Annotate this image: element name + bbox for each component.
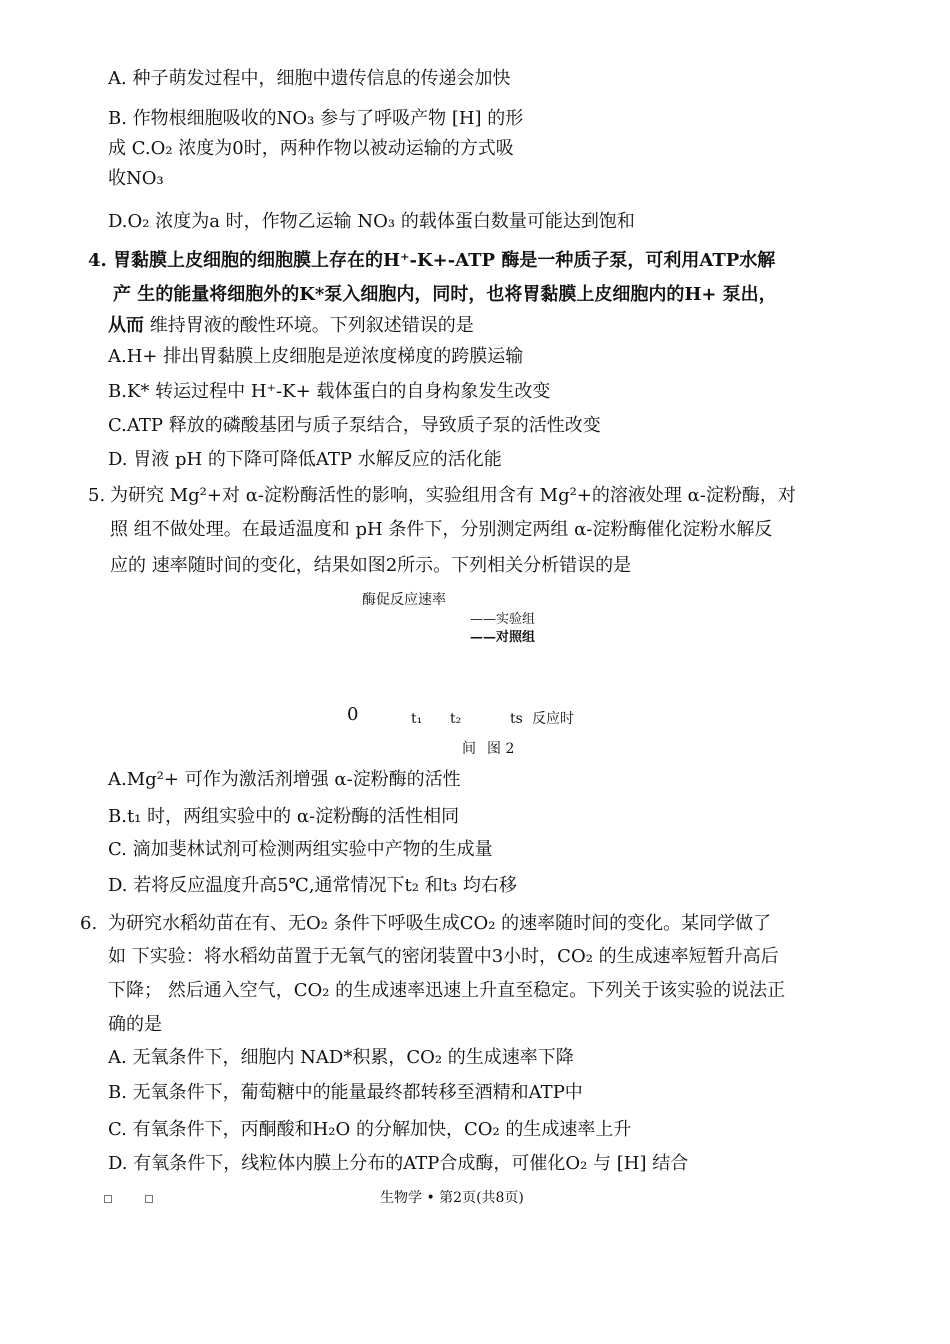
q5-option-d: D. 若将反应温度升高5℃,通常情况下t₂ 和t₃ 均右移 [108,875,517,896]
q4-stem-line3-bold: 从而 [108,315,144,336]
q4-stem-line2: 产 生的能量将细胞外的K*泵入细胞内，同时，也将胃黏膜上皮细胞内的H+ 泵出， [113,284,777,305]
q4-stem-line3 [108,314,474,338]
q5-option-a: A.Mg²+ 可作为激活剂增强 α-淀粉酶的活性 [108,769,461,790]
figure2-origin: 0 [347,704,359,725]
q4-option-b: B.K* 转运过程中 H⁺-K+ 载体蛋白的自身构象发生改变 [108,381,551,402]
q6-stem-line3: 下降； 然后通入空气，CO₂ 的生成速率迅速上升直至稳定。下列关于该实验的说法正 [108,980,786,1001]
q6-stem-line4: 确的是 [108,1014,162,1035]
figure2-tick-t3: ts [510,711,523,727]
q4-option-c: C.ATP 释放的磷酸基团与质子泵结合，导致质子泵的活性改变 [108,415,601,436]
figure2-tick-t1: t₁ [411,711,423,727]
q3-option-a: A. 种子萌发过程中，细胞中遗传信息的传递会加快 [108,68,511,89]
q5-stem-line1: 为研究 Mg²+对 α-淀粉酶活性的影响，实验组用含有 Mg²+的溶液处理 α-淀粉酶，对 [110,485,796,506]
figure2-legend-experiment: ——实验组 [470,612,536,627]
q6-option-a: A. 无氧条件下，细胞内 NAD*积累，CO₂ 的生成速率下降 [108,1047,574,1068]
figure2-y-axis-label: 酶促反应速率 [362,592,446,608]
q4-stem-line1: 胃黏膜上皮细胞的细胞膜上存在的H⁺-K+-ATP 酶是一种质子泵，可利用ATP水解 [113,250,776,271]
q6-number: 6. [80,913,98,934]
figure2-tick-t2: t₂ [450,711,462,727]
q4-stem-line3-rest: 维持胃液的酸性环境。下列叙述错误的是 [144,315,474,336]
q3-option-b-line2: 成 C.O₂ 浓度为0时，两种作物以被动运输的方式吸 [108,138,514,159]
figure2-x-axis-label-1: 反应时 [532,711,574,727]
q6-stem-line2: 如 下实验：将水稻幼苗置于无氧气的密闭装置中3小时，CO₂ 的生成速率短暂升高后 [108,946,779,967]
q3-option-b-line3: 收NO₃ [108,168,164,189]
q4-option-a: A.H+ 排出胃黏膜上皮细胞是逆浓度梯度的跨膜运输 [108,346,524,367]
q6-option-b: B. 无氧条件下，葡萄糖中的能量最终都转移至酒精和ATP中 [108,1082,583,1103]
q5-number: 5. [88,485,106,506]
q3-option-d: D.O₂ 浓度为a 时，作物乙运输 NO₃ 的载体蛋白数量可能达到饱和 [108,211,635,232]
figure2-caption: 图 2 [487,741,515,757]
q3-option-b-line1: B. 作物根细胞吸收的NO₃ 参与了呼吸产物 [H] 的形 [108,108,524,129]
q4-number: 4. [88,250,107,271]
footer-page-info: 生物学 • 第2页(共8页) [380,1190,524,1206]
q5-stem-line3: 应的 速率随时间的变化，结果如图2所示。下列相关分析错误的是 [110,555,632,576]
footer-box-marker-right [145,1195,153,1203]
q5-stem-line2: 照 组不做处理。在最适温度和 pH 条件下，分别测定两组 α-淀粉酶催化淀粉水解反 [110,519,773,540]
q6-option-d: D. 有氧条件下，线粒体内膜上分布的ATP合成酶，可催化O₂ 与 [H] 结合 [108,1153,689,1174]
footer-box-marker-left [104,1195,112,1203]
q5-option-c: C. 滴加斐林试剂可检测两组实验中产物的生成量 [108,839,493,860]
q4-option-d: D. 胃液 pH 的下降可降低ATP 水解反应的活化能 [108,449,502,470]
q6-option-c: C. 有氧条件下，丙酮酸和H₂O 的分解加快，CO₂ 的生成速率上升 [108,1119,632,1140]
figure2-x-axis-label-2: 间 [462,741,476,757]
q5-option-b: B.t₁ 时，两组实验中的 α-淀粉酶的活性相同 [108,806,460,827]
q6-stem-line1: 为研究水稻幼苗在有、无O₂ 条件下呼吸生成CO₂ 的速率随时间的变化。某同学做了 [108,913,772,934]
figure2-legend-control: ——对照组 [470,630,536,645]
